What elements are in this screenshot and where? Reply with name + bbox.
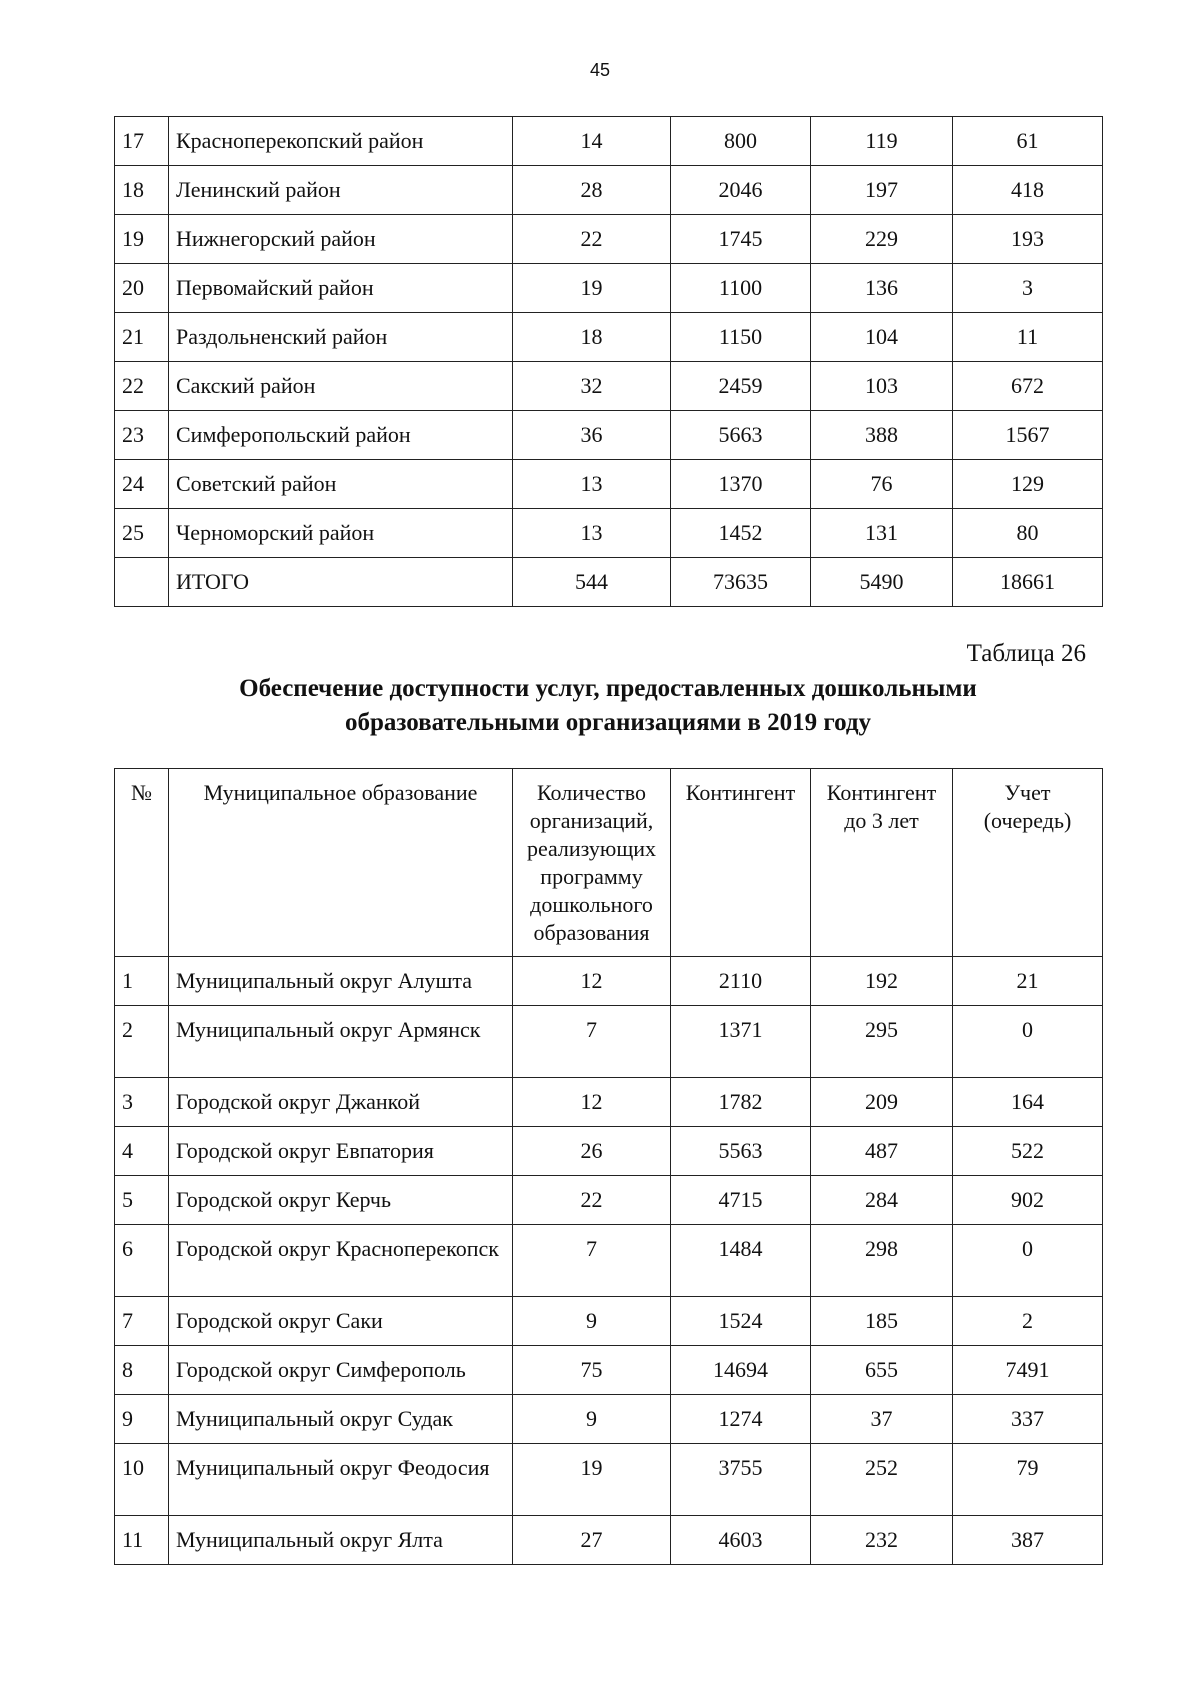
cell-number: 11 (115, 1516, 169, 1565)
cell-b: 3755 (671, 1444, 811, 1516)
cell-a: 32 (513, 362, 671, 411)
cell-b: 1370 (671, 460, 811, 509)
cell-c: 37 (811, 1395, 953, 1444)
table-title-line-2: образовательными организациями в 2019 году (344, 709, 872, 736)
table-row (115, 1078, 1103, 1127)
header-municipality: Муниципальное образование (169, 769, 513, 957)
cell-a: 28 (513, 166, 671, 215)
cell-c: 209 (811, 1078, 953, 1127)
cell-c: 197 (811, 166, 953, 215)
table-row (115, 957, 1103, 1006)
cell-name: Городской округ Керчь (169, 1176, 513, 1225)
cell-name: Городской округ Симферополь (169, 1346, 513, 1395)
cell-number: 6 (115, 1225, 169, 1297)
cell-a: 18 (513, 313, 671, 362)
cell-b: 1745 (671, 215, 811, 264)
cell-number: 9 (115, 1395, 169, 1444)
cell-d: 79 (953, 1444, 1103, 1516)
cell-a: 27 (513, 1516, 671, 1565)
cell-name: Городской округ Саки (169, 1297, 513, 1346)
cell-number: 7 (115, 1297, 169, 1346)
cell-a: 36 (513, 411, 671, 460)
cell-number: 22 (115, 362, 169, 411)
table-row (115, 558, 1103, 607)
cell-b: 5663 (671, 411, 811, 460)
cell-d: 11 (953, 313, 1103, 362)
table-1 (114, 116, 1103, 607)
cell-d: 7491 (953, 1346, 1103, 1395)
header-contingent: Контингент (671, 769, 811, 957)
cell-b: 1371 (671, 1006, 811, 1078)
cell-a: 13 (513, 509, 671, 558)
cell-c: 232 (811, 1516, 953, 1565)
cell-a: 19 (513, 1444, 671, 1516)
cell-b: 2459 (671, 362, 811, 411)
cell-c: 298 (811, 1225, 953, 1297)
cell-number: 2 (115, 1006, 169, 1078)
table-row (115, 1297, 1103, 1346)
cell-number: 4 (115, 1127, 169, 1176)
cell-c: 284 (811, 1176, 953, 1225)
cell-name: ИТОГО (169, 558, 513, 607)
cell-c: 185 (811, 1297, 953, 1346)
table-2-header-row (115, 769, 1103, 957)
cell-c: 655 (811, 1346, 953, 1395)
cell-a: 544 (513, 558, 671, 607)
header-contingent-under-3: Контингент до 3 лет (811, 769, 953, 957)
cell-d: 522 (953, 1127, 1103, 1176)
cell-name: Муниципальный округ Феодосия (169, 1444, 513, 1516)
cell-name: Сакский район (169, 362, 513, 411)
cell-b: 4715 (671, 1176, 811, 1225)
cell-b: 1274 (671, 1395, 811, 1444)
cell-name: Ленинский район (169, 166, 513, 215)
table-row (115, 264, 1103, 313)
table-row (115, 166, 1103, 215)
cell-a: 9 (513, 1297, 671, 1346)
cell-c: 76 (811, 460, 953, 509)
cell-name: Раздольненский район (169, 313, 513, 362)
table-row (115, 313, 1103, 362)
cell-a: 7 (513, 1006, 671, 1078)
cell-b: 2110 (671, 957, 811, 1006)
cell-number: 3 (115, 1078, 169, 1127)
cell-number: 5 (115, 1176, 169, 1225)
table-row (115, 509, 1103, 558)
cell-d: 129 (953, 460, 1103, 509)
cell-a: 12 (513, 957, 671, 1006)
table-row (115, 1346, 1103, 1395)
cell-d: 80 (953, 509, 1103, 558)
cell-name: Городской округ Джанкой (169, 1078, 513, 1127)
cell-b: 800 (671, 117, 811, 166)
cell-d: 18661 (953, 558, 1103, 607)
cell-name: Городской округ Евпатория (169, 1127, 513, 1176)
cell-b: 5563 (671, 1127, 811, 1176)
cell-a: 75 (513, 1346, 671, 1395)
cell-name: Муниципальный округ Алушта (169, 957, 513, 1006)
cell-d: 61 (953, 117, 1103, 166)
cell-number: 17 (115, 117, 169, 166)
cell-number: 25 (115, 509, 169, 558)
table-row (115, 1127, 1103, 1176)
table-row (115, 1516, 1103, 1565)
cell-a: 22 (513, 215, 671, 264)
table-row (115, 1225, 1103, 1297)
cell-name: Красноперекопский район (169, 117, 513, 166)
cell-a: 9 (513, 1395, 671, 1444)
cell-d: 0 (953, 1225, 1103, 1297)
page-number: 45 (589, 60, 611, 80)
cell-b: 1100 (671, 264, 811, 313)
cell-c: 487 (811, 1127, 953, 1176)
table-row (115, 1176, 1103, 1225)
cell-a: 12 (513, 1078, 671, 1127)
table-row (115, 117, 1103, 166)
cell-number: 19 (115, 215, 169, 264)
cell-b: 1524 (671, 1297, 811, 1346)
table-row (115, 1395, 1103, 1444)
cell-a: 14 (513, 117, 671, 166)
cell-number: 1 (115, 957, 169, 1006)
cell-d: 387 (953, 1516, 1103, 1565)
header-queue: Учет (очередь) (953, 769, 1103, 957)
cell-a: 22 (513, 1176, 671, 1225)
header-number: № (115, 769, 169, 957)
cell-name: Муниципальный округ Ялта (169, 1516, 513, 1565)
cell-c: 252 (811, 1444, 953, 1516)
cell-number: 21 (115, 313, 169, 362)
cell-number: 23 (115, 411, 169, 460)
table-row (115, 1444, 1103, 1516)
cell-d: 902 (953, 1176, 1103, 1225)
cell-d: 418 (953, 166, 1103, 215)
cell-c: 103 (811, 362, 953, 411)
cell-name: Советский район (169, 460, 513, 509)
cell-c: 229 (811, 215, 953, 264)
table-label: Таблица 26 (966, 640, 1086, 667)
cell-d: 3 (953, 264, 1103, 313)
cell-c: 104 (811, 313, 953, 362)
cell-c: 136 (811, 264, 953, 313)
table-row (115, 411, 1103, 460)
cell-c: 131 (811, 509, 953, 558)
cell-name: Муниципальный округ Судак (169, 1395, 513, 1444)
cell-c: 295 (811, 1006, 953, 1078)
cell-number (115, 558, 169, 607)
cell-number: 10 (115, 1444, 169, 1516)
cell-b: 1150 (671, 313, 811, 362)
cell-b: 1484 (671, 1225, 811, 1297)
cell-name: Нижнегорский район (169, 215, 513, 264)
header-org-count: Количество организаций, реализующих программу дошкольного образования (513, 769, 671, 957)
cell-d: 1567 (953, 411, 1103, 460)
table-row (115, 460, 1103, 509)
cell-a: 13 (513, 460, 671, 509)
cell-c: 119 (811, 117, 953, 166)
table-2 (114, 768, 1103, 1565)
cell-number: 18 (115, 166, 169, 215)
cell-b: 1782 (671, 1078, 811, 1127)
cell-number: 20 (115, 264, 169, 313)
cell-name: Городской округ Красноперекопск (169, 1225, 513, 1297)
cell-a: 26 (513, 1127, 671, 1176)
cell-b: 73635 (671, 558, 811, 607)
cell-d: 21 (953, 957, 1103, 1006)
cell-d: 672 (953, 362, 1103, 411)
cell-a: 7 (513, 1225, 671, 1297)
cell-a: 19 (513, 264, 671, 313)
cell-name: Первомайский район (169, 264, 513, 313)
cell-c: 192 (811, 957, 953, 1006)
cell-d: 193 (953, 215, 1103, 264)
cell-b: 2046 (671, 166, 811, 215)
cell-number: 8 (115, 1346, 169, 1395)
cell-d: 0 (953, 1006, 1103, 1078)
cell-number: 24 (115, 460, 169, 509)
table-row (115, 362, 1103, 411)
cell-name: Черноморский район (169, 509, 513, 558)
cell-b: 1452 (671, 509, 811, 558)
cell-c: 5490 (811, 558, 953, 607)
cell-b: 4603 (671, 1516, 811, 1565)
cell-b: 14694 (671, 1346, 811, 1395)
cell-name: Симферопольский район (169, 411, 513, 460)
table-title-line-1: Обеспечение доступности услуг, предоставленных дошкольными (239, 675, 977, 702)
cell-d: 2 (953, 1297, 1103, 1346)
table-row (115, 1006, 1103, 1078)
cell-d: 164 (953, 1078, 1103, 1127)
table-row (115, 215, 1103, 264)
cell-c: 388 (811, 411, 953, 460)
table-title (114, 672, 1102, 740)
cell-name: Муниципальный округ Армянск (169, 1006, 513, 1078)
cell-d: 337 (953, 1395, 1103, 1444)
